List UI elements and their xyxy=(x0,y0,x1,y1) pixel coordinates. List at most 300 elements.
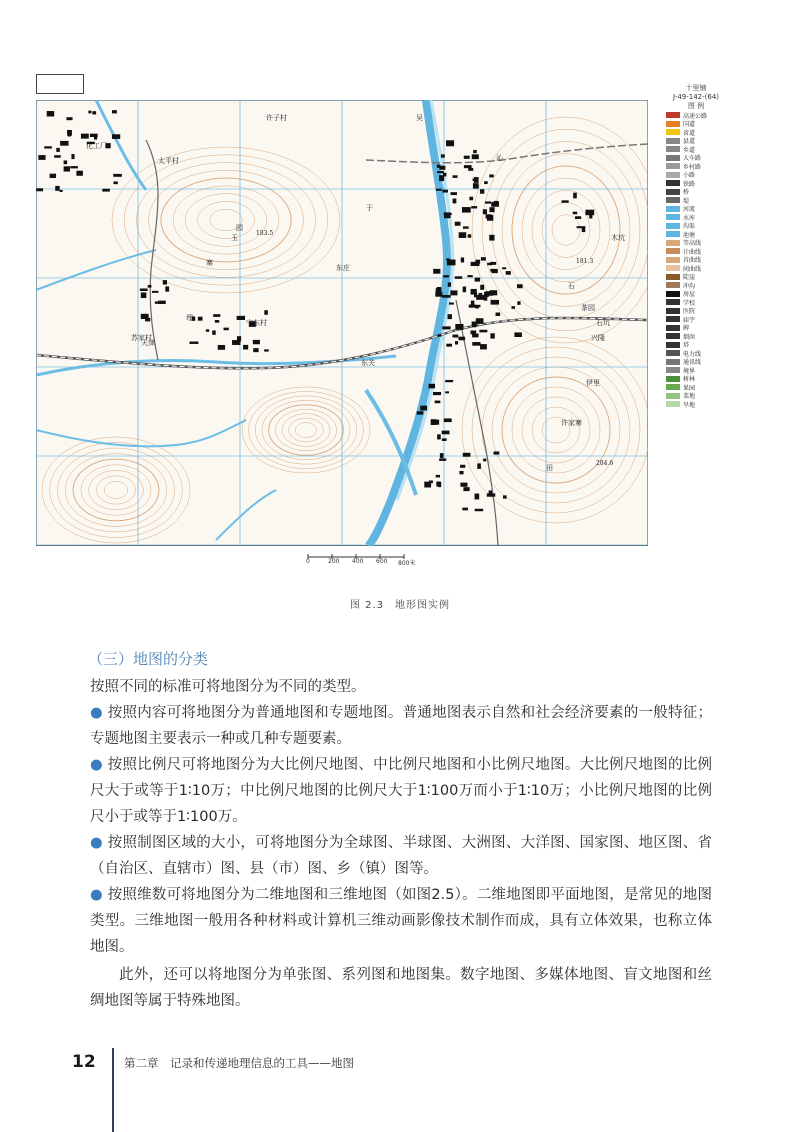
building xyxy=(487,263,492,265)
building xyxy=(141,292,147,298)
figure-caption: 图 2.3 地形图实例 xyxy=(349,600,451,611)
legend-text: 堤 xyxy=(683,197,690,205)
building xyxy=(445,380,453,382)
building xyxy=(148,285,152,288)
legend-row xyxy=(666,247,726,256)
building xyxy=(446,344,452,347)
legend-text: 碑 xyxy=(683,325,690,333)
building xyxy=(455,324,463,330)
building xyxy=(71,154,74,159)
place-name-label: 吴 xyxy=(416,114,423,122)
building xyxy=(449,302,454,304)
building xyxy=(459,471,463,474)
building xyxy=(480,189,484,194)
building xyxy=(475,509,483,511)
building xyxy=(477,463,481,468)
building xyxy=(442,431,450,435)
building xyxy=(215,320,219,323)
building xyxy=(50,174,56,178)
legend-row xyxy=(666,290,726,299)
place-name-label: 东关 xyxy=(361,359,375,367)
legend-symbol xyxy=(666,121,680,127)
building xyxy=(440,453,444,458)
legend-row xyxy=(666,358,726,367)
legend-row xyxy=(666,341,726,350)
scale-label: 600 xyxy=(376,558,388,565)
building xyxy=(460,483,467,487)
building xyxy=(237,316,245,320)
legend-symbol xyxy=(666,333,680,339)
legend-text: 旱地 xyxy=(683,401,696,409)
building xyxy=(90,134,98,137)
building xyxy=(436,189,442,191)
legend-text: 冲沟 xyxy=(683,282,696,290)
legend-text: 学校 xyxy=(683,299,696,307)
building xyxy=(472,342,480,346)
bullet-text: 按照制图区域的大小，可将地图分为全球图、半球图、大洲图、大洋图、国家图、地区图、省（自治区、直辖市）图、县（市）图、乡（镇）图等。 xyxy=(90,835,713,877)
legend-text: 桥 xyxy=(683,189,690,197)
bullet-text: 按照比例尺可将地图分为大比例尺地图、中比例尺地图和小比例尺地图。大比例尺地图的比例尺大于或等于1∶10万；中比例尺地图的比例尺大于1∶100万而小于1∶10万；小比例尺地图的比例尺小于或等于1∶100万。 xyxy=(90,757,713,825)
building xyxy=(443,275,449,277)
building xyxy=(54,155,61,157)
legend-row xyxy=(666,188,726,197)
building xyxy=(60,190,63,192)
legend-row xyxy=(666,111,726,120)
building xyxy=(490,290,498,295)
building xyxy=(438,482,441,487)
building xyxy=(76,171,82,176)
scale-label: 800米 xyxy=(398,560,416,567)
building xyxy=(476,295,484,300)
legend-symbol xyxy=(666,350,680,356)
place-name-label: 于 xyxy=(366,204,373,212)
building xyxy=(439,166,445,170)
building xyxy=(38,155,45,160)
scale-label: 0 xyxy=(306,558,310,565)
building xyxy=(163,280,167,284)
legend-row xyxy=(666,120,726,129)
building xyxy=(253,348,258,352)
legend-symbol xyxy=(666,384,680,390)
building xyxy=(476,318,484,324)
legend-text: 国道 xyxy=(683,121,696,129)
intro-paragraph xyxy=(90,674,712,700)
intro-text: 按照不同的标准可将地图分为不同的类型。 xyxy=(90,679,366,695)
building xyxy=(36,188,43,191)
footer-divider xyxy=(112,1048,114,1132)
place-name-label: 伊里 xyxy=(586,379,600,387)
legend-row xyxy=(666,145,726,154)
building xyxy=(481,257,486,260)
building xyxy=(480,285,484,290)
building xyxy=(475,494,480,500)
building xyxy=(490,269,497,272)
building xyxy=(92,111,96,114)
legend-text: 烟囱 xyxy=(683,333,696,341)
legend-symbol xyxy=(666,112,680,118)
chapter-title: 第二章 记录和传递地理信息的工具——地图 xyxy=(124,1056,354,1070)
building xyxy=(484,181,488,184)
legend-row xyxy=(666,324,726,333)
legend-text: 首曲线 xyxy=(683,257,702,265)
building xyxy=(485,201,491,203)
legend-text: 计曲线 xyxy=(683,248,702,256)
building xyxy=(198,317,203,321)
spot-height-label: 181.3 xyxy=(576,258,594,265)
place-name-label: 苏家村 xyxy=(131,334,152,342)
bullet-dot: ● xyxy=(90,887,103,903)
building xyxy=(573,212,577,215)
building xyxy=(165,286,169,291)
legend-row xyxy=(666,196,726,205)
building xyxy=(64,166,70,171)
place-name-label: 许子村 xyxy=(266,114,287,122)
legend-text: 菜地 xyxy=(683,393,696,401)
building xyxy=(471,206,477,208)
scale-label: 200 xyxy=(328,558,340,565)
building xyxy=(472,305,480,307)
building xyxy=(224,328,229,331)
legend-row xyxy=(666,230,726,239)
bullet-text: 按照内容可将地图分为普通地图和专题地图。普通地图表示自然和社会经济要素的一般特征；专题地图主要表示一种或几种专题要素。 xyxy=(90,705,713,747)
legend-text: 河流 xyxy=(683,206,696,214)
place-name-label: 宁东村 xyxy=(246,319,267,327)
building xyxy=(429,384,435,389)
building xyxy=(433,269,440,274)
legend-symbol xyxy=(666,206,680,212)
legend-symbol xyxy=(666,282,680,288)
spot-height-label: 183.5 xyxy=(256,230,274,237)
building xyxy=(448,314,452,319)
bullet-dimension-type xyxy=(90,882,712,960)
legend-text: 房屋 xyxy=(683,291,696,299)
legend-row xyxy=(666,366,726,375)
building xyxy=(455,341,458,344)
building xyxy=(102,189,110,192)
building xyxy=(582,228,586,233)
building xyxy=(441,154,445,157)
building xyxy=(420,406,427,411)
building xyxy=(56,148,60,152)
legend-row xyxy=(666,281,726,290)
place-name-label: 石 xyxy=(568,282,575,290)
building xyxy=(152,291,159,293)
building xyxy=(468,234,472,237)
legend-symbol xyxy=(666,146,680,152)
building xyxy=(562,200,569,202)
place-name-label: 沁 xyxy=(496,154,503,162)
building xyxy=(517,301,520,305)
building xyxy=(487,493,495,496)
closing-paragraph xyxy=(90,962,712,1014)
place-name-label: 石坑 xyxy=(596,319,610,327)
map-legend xyxy=(666,84,726,409)
building xyxy=(473,150,477,153)
legend-text: 省道 xyxy=(683,129,696,137)
building xyxy=(206,329,209,331)
building xyxy=(450,290,457,295)
building xyxy=(264,349,269,351)
legend-row xyxy=(666,256,726,265)
building xyxy=(453,199,457,204)
legend-header: 十里铺 xyxy=(685,84,707,92)
building xyxy=(55,186,59,191)
building xyxy=(446,258,449,260)
legend-text: 高速公路 xyxy=(683,112,708,120)
building xyxy=(431,419,437,425)
building xyxy=(212,330,215,334)
building xyxy=(88,111,91,114)
building xyxy=(489,207,494,212)
building xyxy=(448,282,451,286)
sheet-index-box xyxy=(36,74,84,94)
scale-label: 400 xyxy=(352,558,364,565)
building xyxy=(575,216,581,219)
building xyxy=(213,314,220,317)
building xyxy=(460,465,465,468)
legend-row xyxy=(666,154,726,163)
building xyxy=(463,453,471,457)
legend-row xyxy=(666,205,726,214)
building xyxy=(444,418,452,422)
legend-row xyxy=(666,213,726,222)
legend-text: 小路 xyxy=(683,172,696,180)
building xyxy=(452,335,458,338)
legend-text: 乡道 xyxy=(683,146,696,154)
building xyxy=(433,392,441,395)
legend-symbol xyxy=(666,401,680,407)
building xyxy=(474,177,479,183)
legend-symbol xyxy=(666,299,680,305)
building xyxy=(442,295,451,298)
legend-text: 间曲线 xyxy=(683,265,702,273)
building xyxy=(493,451,499,454)
building xyxy=(479,330,487,333)
building xyxy=(442,190,448,193)
legend-row xyxy=(666,137,726,146)
building xyxy=(463,287,466,293)
place-name-label: 园 xyxy=(236,224,243,232)
sheet-number: J-49-142-(64) xyxy=(672,93,720,101)
bullet-region-type xyxy=(90,830,712,882)
building xyxy=(438,334,441,336)
building xyxy=(502,267,506,269)
building xyxy=(517,284,523,288)
legend-symbol xyxy=(666,163,680,169)
legend-text: 水库 xyxy=(683,214,696,222)
place-name-label: 天津 xyxy=(141,339,155,347)
legend-row xyxy=(666,162,726,171)
place-name-label: 田 xyxy=(546,464,553,472)
building xyxy=(113,181,117,184)
legend-symbol xyxy=(666,376,680,382)
place-name-label: 兴隆 xyxy=(591,334,605,342)
building xyxy=(585,210,594,216)
legend-symbol xyxy=(666,138,680,144)
building xyxy=(47,111,54,116)
building xyxy=(81,134,89,139)
legend-text: 电力线 xyxy=(683,350,702,358)
building xyxy=(471,289,477,295)
building xyxy=(573,193,577,199)
legend-text: 沟渠 xyxy=(683,223,696,231)
building xyxy=(442,326,450,329)
bullet-content-type xyxy=(90,700,712,752)
legend-row xyxy=(666,349,726,358)
legend-text: 大车路 xyxy=(683,155,702,163)
legend-text: 等高线 xyxy=(683,240,702,248)
building xyxy=(113,174,122,177)
legend-row xyxy=(666,375,726,384)
building xyxy=(455,276,462,279)
building xyxy=(112,134,120,139)
legend-symbol xyxy=(666,189,680,195)
legend-symbol xyxy=(666,248,680,254)
building xyxy=(491,300,499,305)
legend-symbol xyxy=(666,325,680,331)
legend-row xyxy=(666,332,726,341)
building xyxy=(232,340,240,345)
building xyxy=(467,275,472,277)
legend-symbol xyxy=(666,367,680,373)
building xyxy=(461,257,464,262)
legend-row xyxy=(666,400,726,409)
legend-symbol xyxy=(666,308,680,314)
building xyxy=(459,232,467,238)
building xyxy=(64,160,68,164)
section-title: （三）地图的分类 xyxy=(88,650,209,668)
building xyxy=(158,301,166,304)
legend-symbol xyxy=(666,240,680,246)
building xyxy=(463,487,469,491)
building xyxy=(455,222,461,226)
legend-symbol xyxy=(666,180,680,186)
building xyxy=(243,345,248,350)
building xyxy=(471,262,480,266)
building xyxy=(483,459,486,462)
building xyxy=(472,334,479,338)
legend-label: 图 例 xyxy=(687,102,705,110)
legend-symbol xyxy=(666,214,680,220)
legend-text: 陡崖 xyxy=(683,274,696,282)
place-name-label: 寨 xyxy=(206,259,213,267)
building xyxy=(489,174,493,177)
place-name-label: 许家寨 xyxy=(561,419,582,427)
building xyxy=(189,341,198,343)
building xyxy=(462,508,468,511)
place-name-label: 东庄 xyxy=(336,264,350,272)
building xyxy=(446,140,454,146)
legend-symbol xyxy=(666,155,680,161)
legend-symbol xyxy=(666,291,680,297)
legend-symbol xyxy=(666,359,680,365)
legend-symbol xyxy=(666,316,680,322)
legend-text: 医院 xyxy=(683,308,696,316)
building xyxy=(453,175,458,178)
building xyxy=(480,344,487,349)
building xyxy=(462,207,471,212)
legend-row xyxy=(666,128,726,137)
legend-row xyxy=(666,307,726,316)
legend-text: 通讯线 xyxy=(683,359,702,367)
building xyxy=(264,310,268,315)
building xyxy=(451,192,457,195)
page-number: 12 xyxy=(72,1052,96,1072)
legend-text: 铁路 xyxy=(683,180,696,188)
building xyxy=(67,130,72,136)
building xyxy=(514,332,521,337)
bullet-dot: ● xyxy=(90,835,103,851)
legend-symbol xyxy=(666,342,680,348)
legend-symbol xyxy=(666,393,680,399)
building xyxy=(218,345,225,350)
building xyxy=(444,212,451,218)
legend-list xyxy=(666,111,726,409)
legend-row xyxy=(666,315,726,324)
legend-row xyxy=(666,392,726,401)
building xyxy=(445,391,449,393)
bullet-scale-type xyxy=(90,752,712,830)
legend-symbol xyxy=(666,231,680,237)
legend-symbol xyxy=(666,265,680,271)
building xyxy=(253,340,260,344)
building xyxy=(463,226,469,228)
building xyxy=(496,313,501,316)
legend-text: 塔 xyxy=(683,342,690,350)
legend-text: 果园 xyxy=(683,384,696,392)
legend-symbol xyxy=(666,223,680,229)
building xyxy=(140,288,148,291)
building xyxy=(443,173,447,177)
building xyxy=(424,482,431,488)
legend-symbol xyxy=(666,274,680,280)
legend-symbol xyxy=(666,129,680,135)
building xyxy=(112,110,117,113)
legend-symbol xyxy=(666,197,680,203)
building xyxy=(464,165,472,168)
building xyxy=(442,438,447,441)
building xyxy=(472,154,479,159)
legend-text: 境界 xyxy=(683,367,696,375)
place-name-label: 太平村 xyxy=(158,157,179,165)
building xyxy=(436,288,442,294)
building xyxy=(145,318,150,322)
building xyxy=(503,495,507,498)
building xyxy=(490,333,494,338)
building xyxy=(436,475,440,478)
legend-row xyxy=(666,264,726,273)
building xyxy=(464,156,470,159)
place-name-label: 玉 xyxy=(231,234,238,242)
scale-bar xyxy=(306,548,416,568)
legend-row xyxy=(666,383,726,392)
building xyxy=(469,197,473,201)
legend-row xyxy=(666,273,726,282)
building xyxy=(506,271,511,275)
legend-symbol xyxy=(666,172,680,178)
building xyxy=(483,209,487,214)
legend-row xyxy=(666,222,726,231)
closing-text: 此外，还可以将地图分为单张图、系列图和地图集。数字地图、多媒体地图、盲文地图和丝绸地图等属于特殊地图。 xyxy=(90,967,712,1009)
building xyxy=(494,201,499,204)
place-name-label: 化工厂 xyxy=(86,142,107,150)
building xyxy=(473,183,479,188)
topographic-map xyxy=(36,100,648,546)
building xyxy=(70,166,78,168)
building xyxy=(475,278,480,282)
building xyxy=(487,215,493,221)
legend-text: 庙宇 xyxy=(683,316,696,324)
